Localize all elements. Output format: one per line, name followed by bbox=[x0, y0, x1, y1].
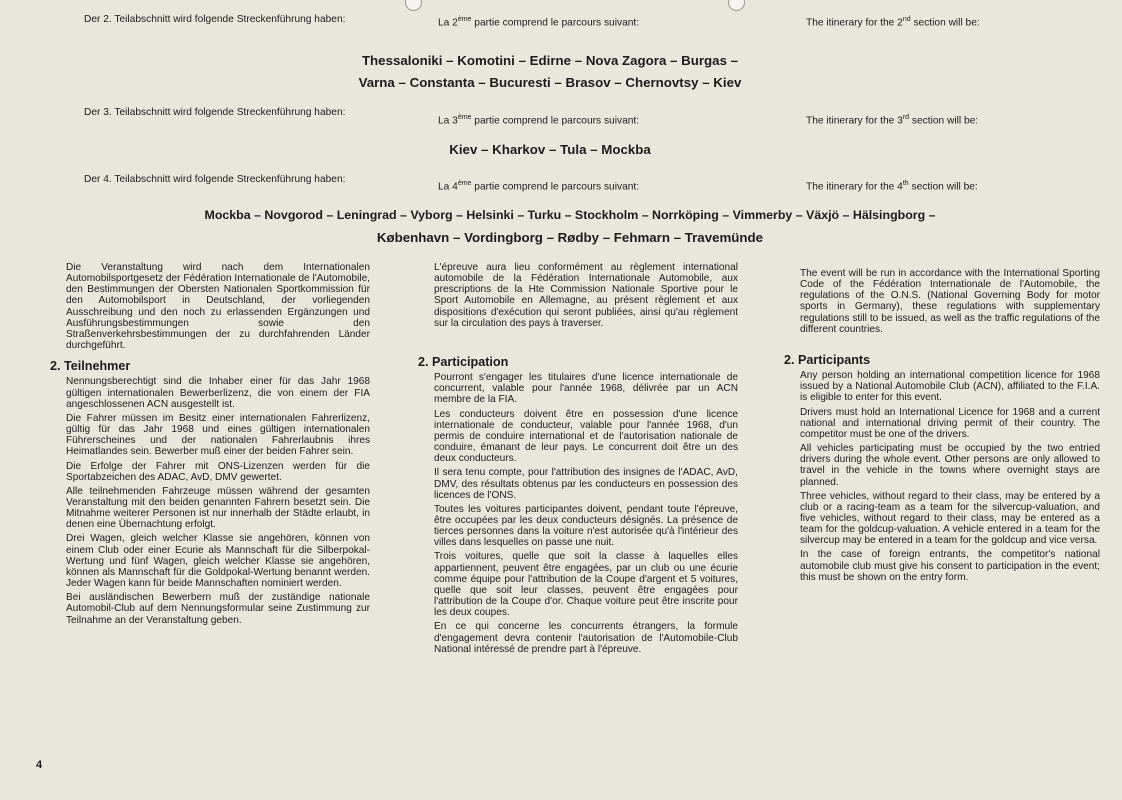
en-paragraph: Any person holding an international competition licence for 1968 issued by a National Automobile Club (ACN), affiliated to the F.I.A. is eligible to enter for this event. bbox=[800, 370, 1100, 404]
de-paragraph: Nennungsberechtigt sind die Inhaber einer für das Jahr 1968 gültigen internationalen Bewerberlizenz, die von einem der FIA angeschlossenen ACN ausgestellt ist. bbox=[66, 376, 370, 410]
de-paragraph: Die Fahrer müssen im Besitz einer internationalen Fahrerlizenz, gültig für das Jahr 1968 und eines gültigen internationalen Führerscheines und der nationalen Fahrerlaubnis ihres Heimatlandes sein. Bewerber muß einer der beiden Fahrer sein. bbox=[66, 412, 370, 458]
en-paragraph: Three vehicles, without regard to their class, may be entered by a club or a racing-team as a team for the silvercup-valuation, and five vehicles, without regard to their class, may be entered as a team for the goldcup-valuation. A vehicle entered in a team for the silvercup may be entered in a team for the goldcup and vice versa. bbox=[800, 490, 1100, 547]
de-paragraph: Drei Wagen, gleich welcher Klasse sie angehören, können von einem Club oder einer Ecurie als Mannschaft für die Silberpokal-Wertung und fünf Wagen, gleich welcher Klasse sie angehören, können als Mannschaft für die Goldpokal-Wertung benannt werden. Jeder Wagen kann für beide Mannschaften nominiert werden. bbox=[66, 533, 370, 590]
section4-fr-intro: La 4ème partie comprend le parcours suivant: bbox=[438, 180, 640, 193]
fr-paragraph: Trois voitures, quelle que soit la classe à laquelles elles appartiennent, peuvent être engagées, par un club ou une écurie comme équipe pour l'attribution de la Coupe d'argent et 5 voitures, quelle que soit leur classes, peuvent être engagées pour l'attribution de la Coupe d'or. Chaque voiture peut être inscrite pour les deux coupes. bbox=[434, 551, 738, 619]
section3-fr-intro: La 3ème partie comprend le parcours suivant: bbox=[438, 114, 640, 127]
de-section-heading: 2. Teilnehmer bbox=[50, 359, 131, 374]
binder-hole-right bbox=[728, 0, 745, 11]
section4-route-line1: Mockba – Novgorod – Leningrad – Vyborg – Helsinki – Turku – Stockholm – Norrköping – Vimmerby – Växjö – Hälsingborg – bbox=[204, 208, 936, 222]
section2-route-line2: Varna – Constanta – Bucuresti – Brasov – Chernovtsy – Kiev bbox=[358, 75, 742, 90]
de-paragraph: Alle teilnehmenden Fahrzeuge müssen während der gesamten Veranstaltung mit den beiden genannten Fahrern besetzt sein. Die Mitnahme weiterer Personen ist nur innerhalb der Städte erlaubt, in denen eine Übernachtung erfolgt. bbox=[66, 485, 370, 531]
section3-route-line1: Kiev – Kharkov – Tula – Mockba bbox=[449, 142, 651, 157]
section2-de-intro: Der 2. Teilabschnitt wird folgende Streckenführung haben: bbox=[84, 14, 346, 25]
column-german bbox=[50, 262, 370, 629]
fr-regulations: L'épreuve aura lieu conformément au règlement international automobile de la Fédération Internationale Automobile, aux prescriptions de la Hte Commission Nationale Sportive pour le Sport Automobile en Allemagne, au présent règlement et aux dispositions d'exécution qui seront publiées, ainsi qu'au règlement sur la circulation des pays à traverser. bbox=[434, 262, 738, 329]
de-paragraph: Bei ausländischen Bewerbern muß der zuständige nationale Automobil-Club auf dem Nennungsformular seine Zustimmung zur Teilnahme an der Veranstaltung geben. bbox=[66, 592, 370, 626]
fr-section-heading: 2. Participation bbox=[418, 354, 509, 369]
section3-en-intro: The itinerary for the 3rd section will be: bbox=[806, 114, 979, 127]
en-paragraph: All vehicles participating must be occupied by the two entried drivers during the whole event. Other persons are only allowed to travel in the vehicle in the towns where overnight stays are planned. bbox=[800, 443, 1100, 488]
section4-de-intro: Der 4. Teilabschnitt wird folgende Streckenführung haben: bbox=[84, 174, 346, 185]
binder-hole-left bbox=[405, 0, 422, 11]
page-number: 4 bbox=[36, 759, 43, 771]
de-paragraph: Die Erfolge der Fahrer mit ONS-Lizenzen werden für die Sportabzeichen des ADAC, AvD, DMV gewertet. bbox=[66, 460, 370, 483]
column-english bbox=[784, 268, 1100, 586]
column-french bbox=[418, 262, 738, 658]
en-paragraph: In the case of foreign entrants, the competitor's national automobile club must give his consent to participation in the event; this must be shown on the entry form. bbox=[800, 549, 1100, 583]
fr-paragraph: En ce qui concerne les concurrents étrangers, la formule d'engagement devra contenir l'autorisation de l'Automobile-Club National intéressé de prendre part à l'épreuve. bbox=[434, 621, 738, 655]
en-regulations: The event will be run in accordance with the International Sporting Code of the Fédération Internationale de l'Automobile, the regulations of the O.N.S. (National Governing Body for motor sports in Germany), these regulations with supplementary regulations still to be issued, as well as the traffic regulations of the different countries. bbox=[800, 268, 1100, 335]
de-regulations: Die Veranstaltung wird nach dem Internationalen Automobilsportgesetz der Fédération Internationale de l'Automobile, den Bestimmungen der Obersten Nationalen Sportkommission für den Automobilsport in Deutschland, der vorliegenden Ausschreibung und den noch zu erlassenden Ergänzungen und Ausführungsbestimmungen sowie den Straßenverkehrsbestimmungen der zu durchfahrenden Länder durchgeführt. bbox=[66, 262, 370, 352]
section4-route-line2: København – Vordingborg – Rødby – Fehmarn – Travemünde bbox=[376, 230, 764, 245]
section2-en-intro: The itinerary for the 2nd section will be: bbox=[806, 16, 980, 29]
fr-paragraph: Les conducteurs doivent être en possession d'une licence internationale de conducteur, valable pour l'année 1968, d'un permis de conduire international et de l'autorisation nationale de conduire, émanant de leur pays. Le concurrent doit être un des deux conducteurs. bbox=[434, 408, 738, 465]
en-paragraph: Drivers must hold an International Licence for 1968 and a current national and international driving permit of their country. The competitor must be one of the drivers. bbox=[800, 406, 1100, 440]
section2-route-line1: Thessaloniki – Komotini – Edirne – Nova Zagora – Burgas – bbox=[361, 53, 739, 68]
fr-paragraph: Toutes les voitures participantes doivent, pendant toute l'épreuve, être occupées par les deux conducteurs désignés. La présence de tierces personnes dans la voiture n'est autorisée qu'à l'intérieur des villes dans lesquelles on passe une nuit. bbox=[434, 503, 738, 549]
fr-paragraph: Pourront s'engager les titulaires d'une licence internationale de concurrent, valable pour l'année 1968, délivrée par un ACN membre de la FIA. bbox=[434, 372, 738, 406]
section4-en-intro: The itinerary for the 4th section will be: bbox=[806, 180, 978, 193]
section2-fr-intro: La 2ème partie comprend le parcours suivant: bbox=[438, 16, 640, 29]
en-section-heading: 2. Participants bbox=[784, 352, 871, 367]
section3-de-intro: Der 3. Teilabschnitt wird folgende Streckenführung haben: bbox=[84, 107, 346, 118]
fr-paragraph: Il sera tenu compte, pour l'attribution des insignes de l'ADAC, AvD, DMV, des résultats obtenus par les conducteurs en possession des licences de l'ONS. bbox=[434, 467, 738, 501]
